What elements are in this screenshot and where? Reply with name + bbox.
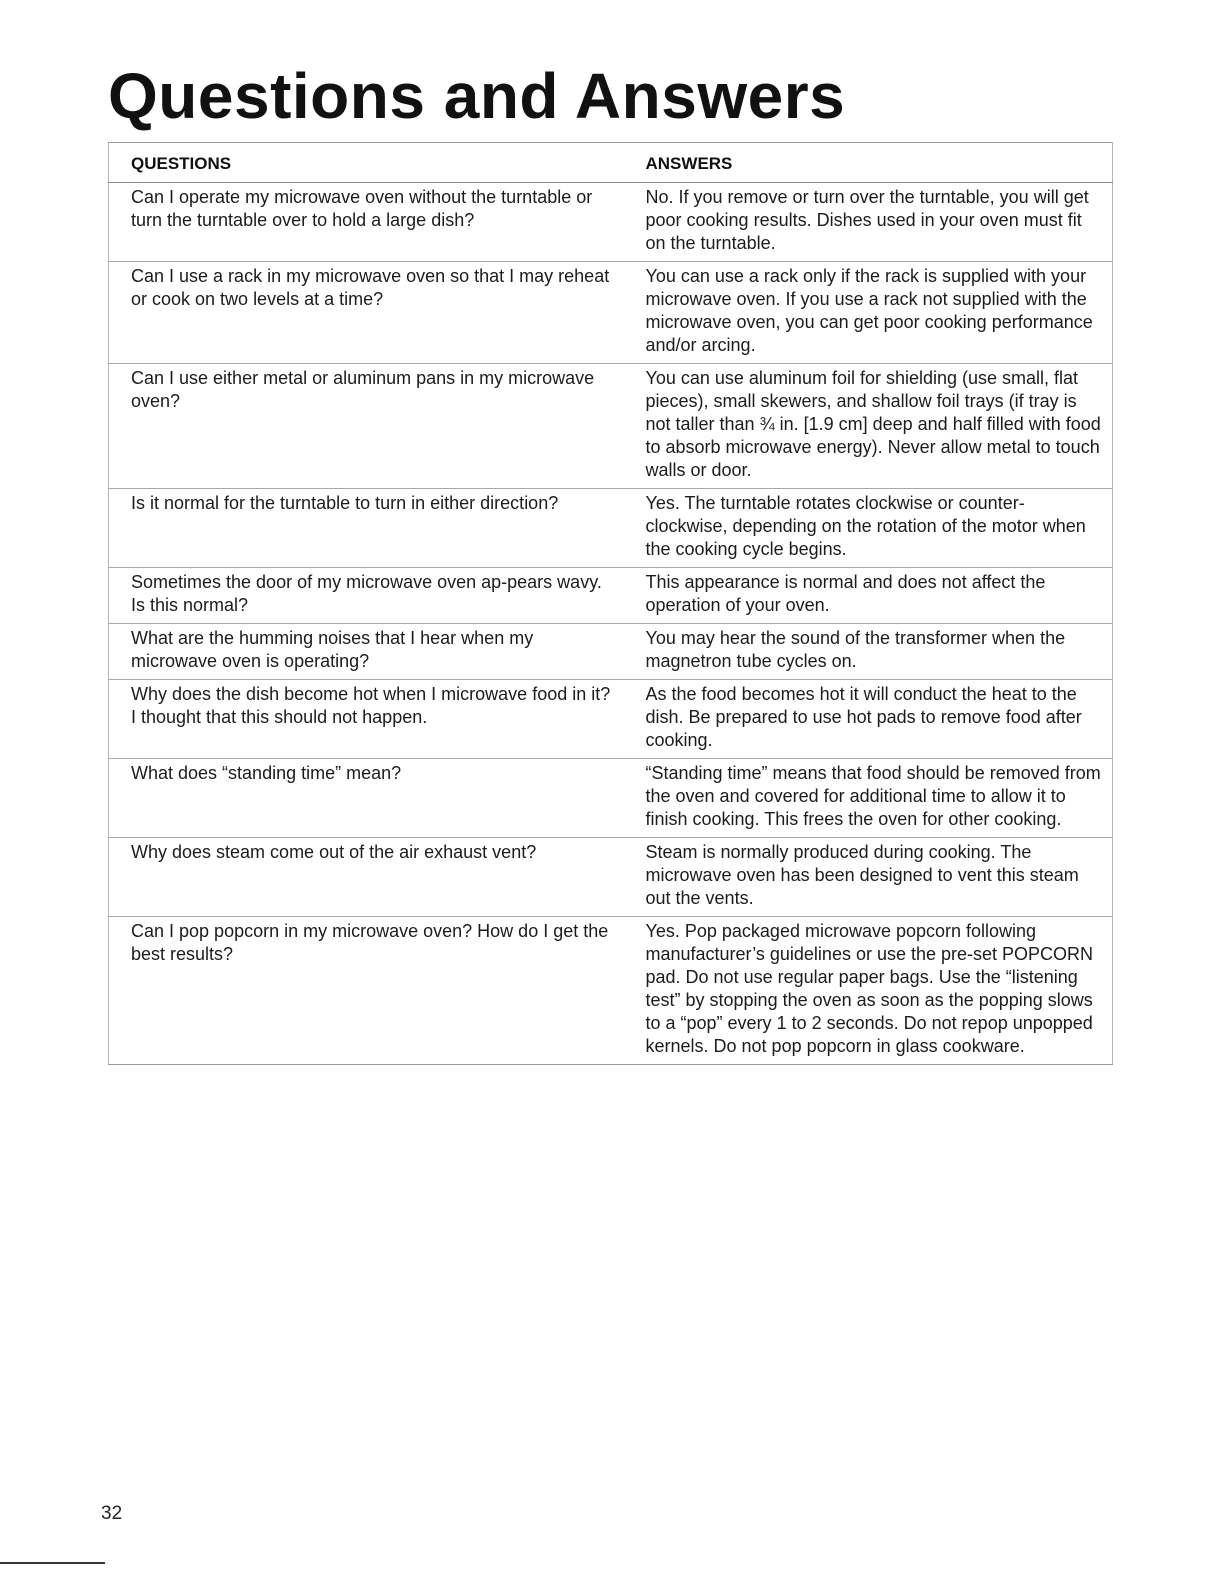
answer-cell: This appearance is normal and does not affect the operation of your oven. [624, 568, 1113, 624]
answer-cell: You can use a rack only if the rack is supplied with your microwave oven. If you use a rack not supplied with the microwave oven, you can get poor cooking performance and/or arcing. [624, 262, 1113, 364]
table-row [109, 183, 1113, 262]
question-cell: Sometimes the door of my microwave oven ap-pears wavy. Is this normal? [109, 568, 624, 624]
table-row [109, 759, 1113, 838]
answer-cell: Yes. Pop packaged microwave popcorn following manufacturer’s guidelines or use the pre-set POPCORN pad. Do not use regular paper bags. Use the “listening test” by stopping the oven as soon as the popping slows to a “pop” every 1 to 2 seconds. Do not repop unpopped kernels. Do not pop popcorn in glass cookware. [645, 921, 1094, 1056]
question-cell: Can I use a rack in my microwave oven so that I may reheat or cook on two levels at a time? [109, 262, 624, 364]
answer-cell: No. If you remove or turn over the turntable, you will get poor cooking results. Dishes used in your oven must fit on the turntable. [624, 183, 1113, 262]
table-row [109, 364, 1113, 489]
table-row [109, 262, 1113, 364]
table-row [109, 680, 1113, 759]
question-cell: Can I operate my microwave oven without the turntable or turn the turntable over to hold a large dish? [109, 183, 624, 262]
question-cell: Is it normal for the turntable to turn in either direction? [109, 489, 624, 568]
footer-rule [0, 1562, 105, 1564]
answer-cell: Yes. The turntable rotates clockwise or counter-clockwise, depending on the rotation of the motor when the cooking cycle begins. [624, 489, 1113, 568]
page-number: 32 [101, 1503, 123, 1524]
question-cell: What does “standing time” mean? [109, 759, 624, 838]
table-row [109, 568, 1113, 624]
answer-cell: Steam is normally produced during cooking. The microwave oven has been designed to vent this steam out the vents. [624, 838, 1113, 917]
question-cell: Can I pop popcorn in my microwave oven? How do I get the best results? [131, 921, 609, 964]
questions-header: QUESTIONS [109, 143, 624, 183]
table-header-row [109, 143, 1113, 183]
question-cell: Why does steam come out of the air exhaust vent? [109, 838, 624, 917]
answer-cell: You can use aluminum foil for shielding (use small, flat pieces), small skewers, and shallow foil trays (if tray is not taller than ¾ in. [1.9 cm] deep and half filled with food to absorb microwave energy). Never allow metal to touch walls or door. [624, 364, 1113, 489]
answers-header: ANSWERS [624, 143, 1113, 183]
answer-cell: You may hear the sound of the transformer when the magnetron tube cycles on. [624, 624, 1113, 680]
answer-cell: “Standing time” means that food should be removed from the oven and covered for additional time to allow it to finish cooking. This frees the oven for other cooking. [624, 759, 1113, 838]
table-row [109, 624, 1113, 680]
table-row [109, 838, 1113, 917]
table-row [109, 917, 1113, 1065]
qa-table [108, 142, 1113, 1065]
question-cell: What are the humming noises that I hear when my microwave oven is operating? [109, 624, 624, 680]
question-cell: Can I use either metal or aluminum pans in my microwave oven? [109, 364, 624, 489]
table-row [109, 489, 1113, 568]
question-cell: Why does the dish become hot when I microwave food in it? I thought that this should not happen. [109, 680, 624, 759]
page-title: Questions and Answers [108, 60, 846, 132]
answer-cell: As the food becomes hot it will conduct the heat to the dish. Be prepared to use hot pads to remove food after cooking. [624, 680, 1113, 759]
